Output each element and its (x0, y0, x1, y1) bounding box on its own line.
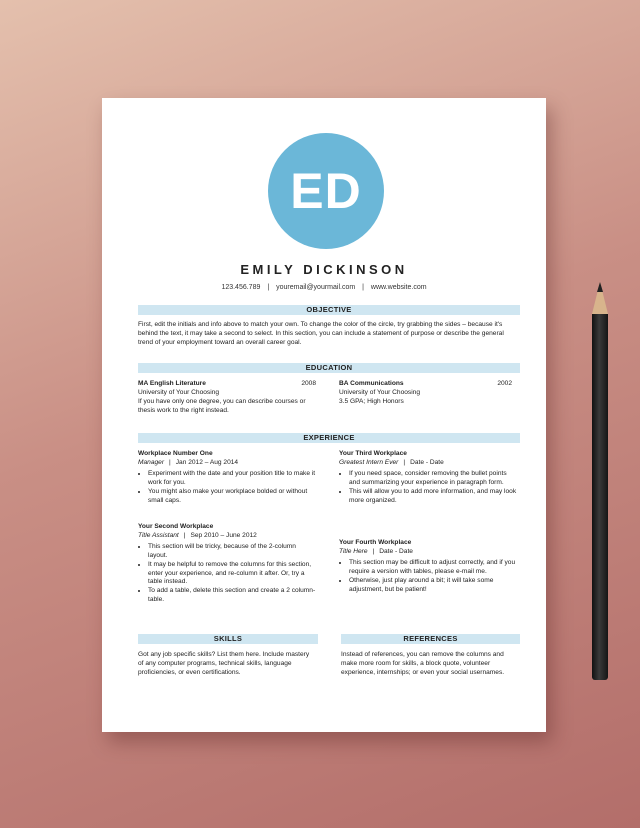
experience-job (339, 450, 519, 505)
pencil-lead (597, 282, 603, 292)
job-dates: Date - Date (410, 458, 444, 466)
job-bullet: • Otherwise, just play around a bit; it will take some adjustment, but be patient! (349, 577, 519, 595)
job-role: Manager (138, 458, 165, 466)
experience-job (138, 523, 316, 605)
degree: MA English Literature (138, 380, 206, 387)
skills-text: Got any job specific skills? List them here. Include mastery of any computer programs, technical skills, language proficiencies, or even certifications. (138, 651, 310, 676)
email: youremail@yourmail.com (276, 284, 356, 291)
job-bullet: • This section will be tricky, because of the 2-column layout. (148, 543, 316, 561)
section-bar-references: REFERENCES (341, 634, 520, 644)
job-bullet: • This will allow you to add more information, and may look more organized. (349, 488, 519, 506)
job-dates: Date - Date (379, 547, 413, 555)
job-bullet: • To add a table, delete this section and create a 2 column-table. (148, 587, 316, 605)
job-bullet: • If you need space, consider removing the bullet points and summarizing your experience in paragraph form. (349, 470, 519, 488)
role-separator: | (403, 458, 406, 466)
contact-separator: | (362, 284, 364, 291)
references-text: Instead of references, you can remove the columns and make more room for skills, a block quote, volunteer experience, internships; or even your social usernames. (341, 651, 505, 676)
job-role: Greatest Intern Ever (339, 458, 399, 466)
role-separator: | (372, 547, 375, 555)
initials: ED (290, 163, 362, 219)
workplace-name: Workplace Number One (138, 450, 213, 457)
section-bar-skills: SKILLS (138, 634, 318, 644)
job-bullets (138, 543, 316, 605)
role-separator: | (169, 458, 171, 466)
section-bar-education: EDUCATION (138, 363, 520, 373)
school: University of Your Choosing (138, 388, 220, 396)
full-name: EMILY DICKINSON (240, 262, 408, 277)
resume-document (102, 98, 546, 732)
education-left (138, 380, 316, 416)
contact-line (102, 284, 546, 291)
pencil (592, 282, 608, 680)
education-note: If you have only one degree, you can describe courses or thesis work to the right instead. (138, 397, 306, 414)
experience-job (339, 539, 519, 594)
education-note: 3.5 GPA; High Honors (339, 397, 404, 405)
role-separator: | (183, 531, 186, 539)
pencil-body (592, 314, 608, 680)
job-bullets (138, 470, 316, 506)
job-bullet: • This section may be difficult to adjust correctly, and if you require a version with tables, please e-mail me. (349, 559, 519, 577)
job-bullet: • Experiment with the date and your position title to make it work for you. (148, 470, 316, 488)
experience-job (138, 450, 316, 505)
degree-year: 2002 (497, 380, 512, 387)
phone: 123.456.789 (221, 284, 261, 291)
workplace-name: Your Second Workplace (138, 523, 214, 530)
job-bullet: • You might also make your workplace bolded or without small caps. (148, 488, 316, 506)
initials-circle (268, 133, 384, 249)
job-bullets (339, 470, 519, 506)
section-bar-experience: EXPERIENCE (138, 433, 520, 443)
section-bar-objective: OBJECTIVE (138, 305, 520, 315)
school: University of Your Choosing (339, 388, 421, 396)
job-dates: Sep 2010 – June 2012 (190, 531, 257, 539)
workplace-name: Your Third Workplace (339, 450, 407, 457)
contact-separator: | (267, 284, 270, 291)
job-bullet: • It may be helpful to remove the columns for this section, enter your experience, and re-column it after. Or, try a table instead. (148, 561, 316, 588)
education-right (339, 380, 512, 407)
degree-year: 2008 (301, 380, 316, 387)
job-role: Title Assistant (138, 531, 179, 539)
objective-text: First, edit the initials and info above to match your own. To change the color of the circle, try grabbing the sides – because it's behind the text, it may take a second to select. In this section, you can include a statement of purpose or describe the general trend of your employment toward an overall career goal. (138, 321, 504, 346)
job-bullets (339, 559, 519, 595)
job-role: Title Here (339, 547, 368, 555)
website: www.website.com (370, 284, 427, 291)
job-dates: Jan 2012 – Aug 2014 (175, 458, 239, 466)
workplace-name: Your Fourth Workplace (339, 539, 412, 546)
degree: BA Communications (339, 380, 404, 387)
